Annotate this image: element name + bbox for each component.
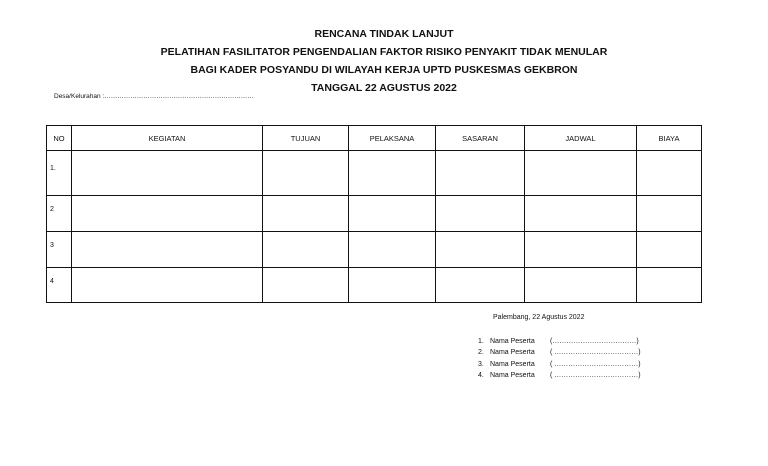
list-item <box>478 347 641 358</box>
header-pelaksana: PELAKSANA <box>349 126 436 151</box>
cell-sasaran[interactable] <box>436 268 525 303</box>
cell-sasaran[interactable] <box>436 232 525 268</box>
action-plan-table <box>46 125 702 303</box>
participant-number: 2. <box>478 349 484 357</box>
participant-number: 1. <box>478 338 484 345</box>
participant-signature-blank: (………………………………) <box>550 338 639 345</box>
table-row <box>47 268 702 303</box>
cell-tujuan[interactable] <box>263 268 349 303</box>
header-sasaran: SASARAN <box>436 126 525 151</box>
header-jadwal: JADWAL <box>525 126 637 151</box>
cell-jadwal[interactable] <box>525 268 637 303</box>
participant-list <box>478 336 641 381</box>
cell-jadwal[interactable] <box>525 232 637 268</box>
cell-biaya[interactable] <box>637 232 702 268</box>
cell-pelaksana[interactable] <box>349 268 436 303</box>
title-line-3: BAGI KADER POSYANDU DI WILAYAH KERJA UPTD PUSKESMAS GEKBRON <box>190 64 578 76</box>
cell-biaya[interactable] <box>637 268 702 303</box>
cell-pelaksana[interactable] <box>349 232 436 268</box>
participant-name-label: Nama Peserta <box>490 349 535 357</box>
participant-name-label: Nama Peserta <box>490 360 535 368</box>
row-number: 2 <box>47 196 72 232</box>
place-date: Palembang, 22 Agustus 2022 <box>493 314 585 321</box>
header-kegiatan: KEGIATAN <box>72 126 263 151</box>
cell-tujuan[interactable] <box>263 151 349 196</box>
cell-jadwal[interactable] <box>525 196 637 232</box>
title-line-4: TANGGAL 22 AGUSTUS 2022 <box>311 82 457 94</box>
document-title <box>0 25 768 97</box>
row-number: 3 <box>47 232 72 268</box>
cell-biaya[interactable] <box>637 151 702 196</box>
cell-sasaran[interactable] <box>436 151 525 196</box>
cell-pelaksana[interactable] <box>349 196 436 232</box>
participant-name-label: Nama Peserta <box>490 338 535 345</box>
header-biaya: BIAYA <box>637 126 702 151</box>
participant-signature-blank: ( ………………………………) <box>550 349 641 357</box>
participant-signature-blank: ( ………………………………) <box>550 371 641 379</box>
header-no: NO <box>47 126 72 151</box>
cell-biaya[interactable] <box>637 196 702 232</box>
participant-name-label: Nama Peserta <box>490 371 535 379</box>
participant-signature-blank: ( ………………………………) <box>550 360 641 368</box>
cell-kegiatan[interactable] <box>72 151 263 196</box>
cell-kegiatan[interactable] <box>72 268 263 303</box>
cell-sasaran[interactable] <box>436 196 525 232</box>
header-tujuan: TUJUAN <box>263 126 349 151</box>
title-line-1: RENCANA TINDAK LANJUT <box>314 28 454 40</box>
table-row <box>47 232 702 268</box>
title-line-2: PELATIHAN FASILITATOR PENGENDALIAN FAKTOR RISIKO PENYAKIT TIDAK MENULAR <box>160 46 608 58</box>
list-item <box>478 359 641 370</box>
participant-number: 4. <box>478 371 484 379</box>
list-item <box>478 336 641 347</box>
table-row <box>47 196 702 232</box>
row-number: 4 <box>47 268 72 303</box>
row-number: 1. <box>47 151 72 196</box>
cell-pelaksana[interactable] <box>349 151 436 196</box>
table-row <box>47 151 702 196</box>
cell-tujuan[interactable] <box>263 232 349 268</box>
list-item <box>478 370 641 381</box>
table-header-row <box>47 126 702 151</box>
desa-kelurahan-field: Desa/Kelurahan :…………………………………………………………… <box>54 93 254 100</box>
cell-kegiatan[interactable] <box>72 196 263 232</box>
cell-jadwal[interactable] <box>525 151 637 196</box>
participant-number: 3. <box>478 360 484 368</box>
cell-tujuan[interactable] <box>263 196 349 232</box>
cell-kegiatan[interactable] <box>72 232 263 268</box>
